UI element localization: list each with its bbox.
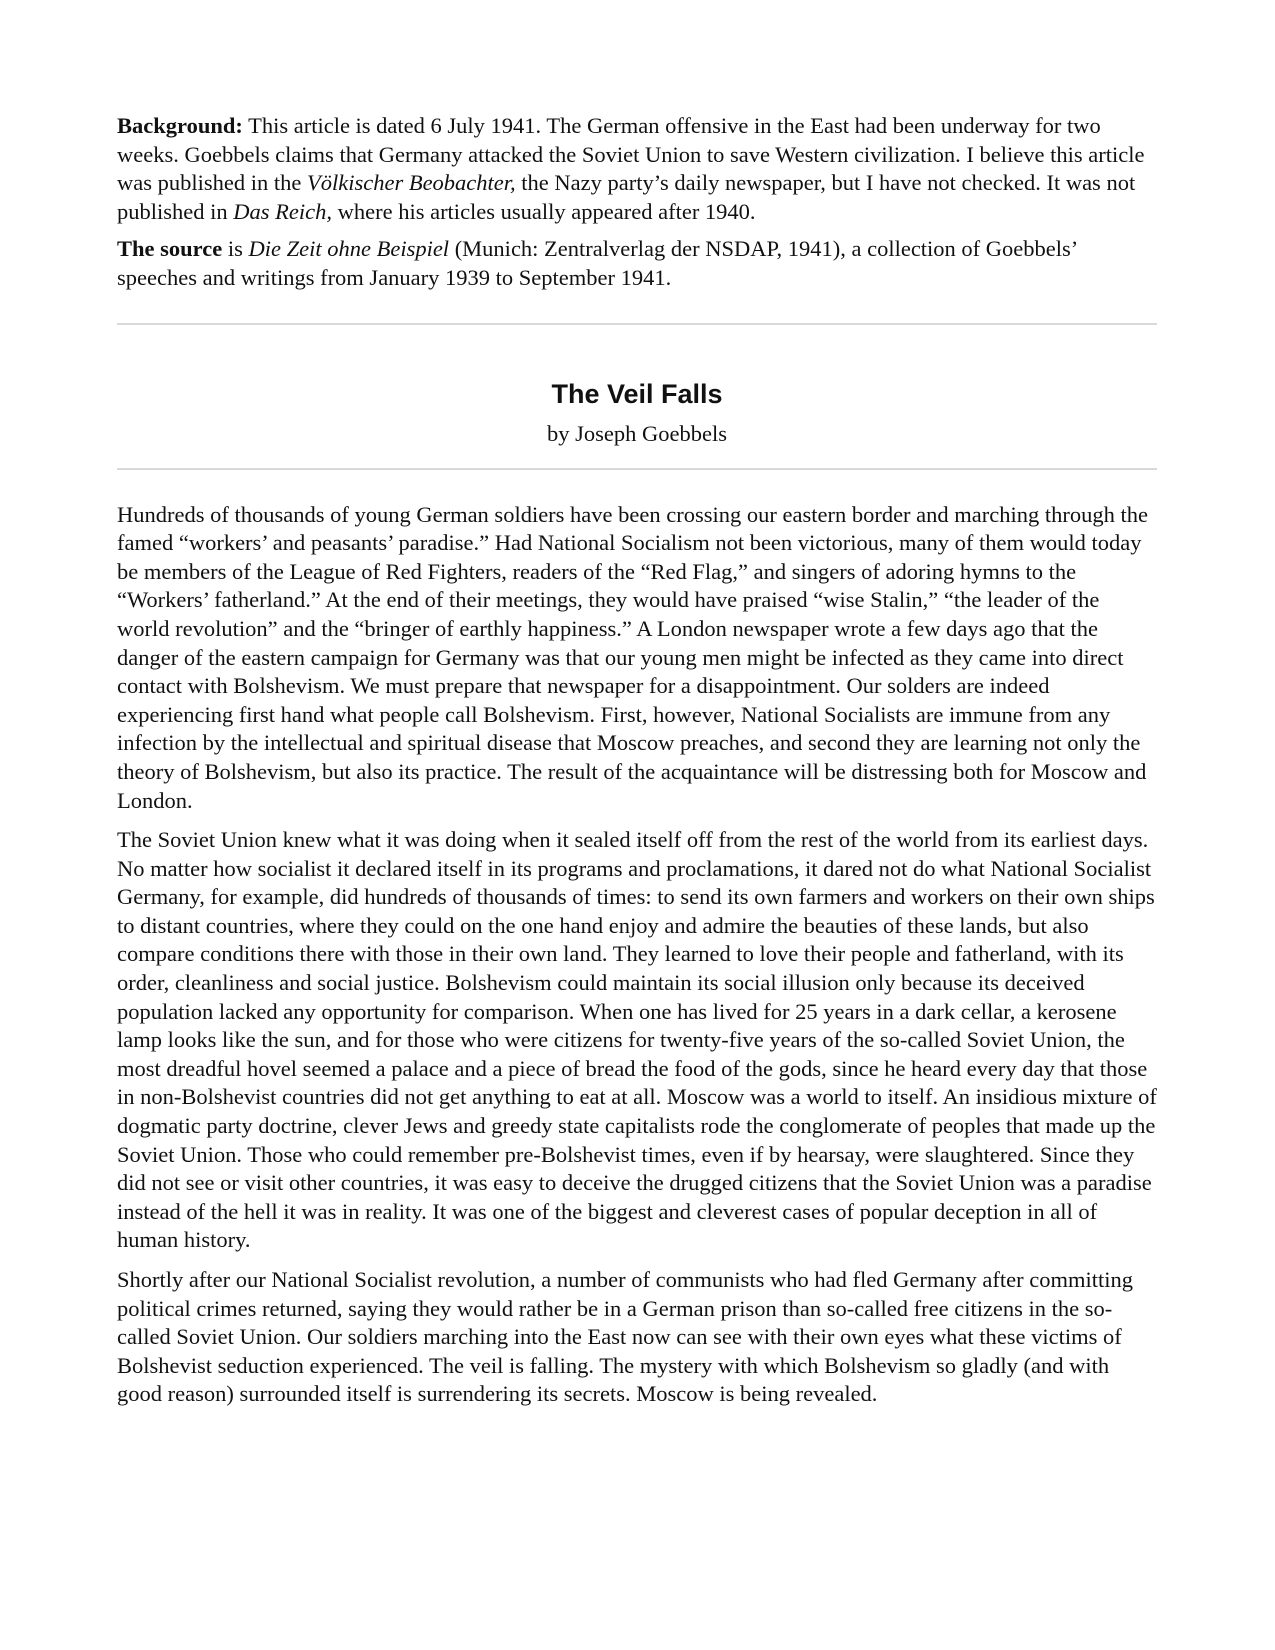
newspaper-name-1: Völkischer Beobachter, <box>306 170 516 196</box>
source-text-1: is <box>222 236 249 262</box>
source-paragraph <box>117 235 1157 292</box>
title-divider <box>117 468 1157 470</box>
source-book-title: Die Zeit ohne Beispiel <box>248 236 450 262</box>
article-paragraph: Shortly after our National Socialist revolution, a number of communists who had fled Germany after committing political crimes returned, saying they would rather be in a German prison than so-called free citizens in the so-called Soviet Union. Our soldiers marching into the East now can see with their own eyes what these victims of Bolshevist seduction experienced. The veil is falling. The mystery with which Bolshevism so gladly (and with good reason) surrounded itself is surrendering its secrets. Moscow is being revealed. <box>117 1267 1134 1407</box>
newspaper-name-2: Das Reich, <box>233 198 332 224</box>
document-page <box>117 112 1157 1420</box>
top-divider <box>117 323 1157 325</box>
article-paragraph: The Soviet Union knew what it was doing when it sealed itself off from the rest of the world from its earliest days. No matter how socialist it declared itself in its programs and proclamations, it dared not do what National Socialist Germany, for example, did hundreds of thousands of times: to send its own farmers and workers on their own ships to distant countries, where they could on the one hand enjoy and admire the beauties of these lands, but also compare conditions there with those in their own land. They learned to love their people and fatherland, with its order, cleanliness and social justice. Bolshevism could maintain its social illusion only because its deceived population lacked any opportunity for comparison. When one has lived for 25 years in a dark cellar, a kerosene lamp looks like the sun, and for those who were citizens for twenty-five years of the so-called Soviet Union, the most dreadful hovel seemed a palace and a piece of bread the food of the gods, since he heard every day that those in non-Bolshevist countries did not get anything to eat at all. Moscow was a world to itself. An insidious mixture of dogmatic party doctrine, clever Jews and greedy state capitalists rode the conglomerate of peoples that made up the Soviet Union. Those who could remember pre-Bolshevist times, even if by hearsay, were slaughtered. Since they did not see or visit other countries, it was easy to deceive the drugged citizens that the Soviet Union was a paradise instead of the hell it was in reality. It was one of the biggest and cleverest cases of popular deception in all of human history. <box>117 827 1157 1253</box>
background-label: Background: <box>117 113 243 138</box>
source-label: The source <box>117 236 223 262</box>
article-paragraph: Hundreds of thousands of young German soldiers have been crossing our eastern border and marching through the famed “workers’ and peasants’ paradise.” Had National Socialism not been victorious, many of them would today be members of the League of Red Fighters, readers of the “Red Flag,” and singers of adoring hymns to the “Workers’ fatherland.” At the end of their meetings, they would have praised “wise Stalin,” “the leader of the world revolution” and the “bringer of earthly happiness.” A London newspaper wrote a few days ago that the danger of the eastern campaign for Germany was that our young men might be infected as they came into direct contact with Bolshevism. We must prepare that newspaper for a disappointment. Our solders are indeed experiencing first hand what people call Bolshevism. First, however, National Socialists are immune from any infection by the intellectual and spiritual disease that Moscow preaches, and second they are learning not only the theory of Bolshevism, but also its practice. The result of the acquaintance will be distressing both for Moscow and London. <box>117 501 1148 813</box>
background-text-2: the Nazy party’s daily newspaper, but I have not checked. It was not published in <box>117 170 1136 224</box>
background-text-3: where his articles usually appeared after 1940. <box>331 198 756 224</box>
article-body <box>117 501 1157 1409</box>
article-byline: by Joseph Goebbels <box>547 420 727 446</box>
background-paragraph <box>117 112 1157 226</box>
source-text-2: (Munich: Zentralverlag der NSDAP, 1941), a collection of Goebbels’ speeches and writings from January 1939 to September 1941. <box>117 236 1077 290</box>
article-title: The Veil Falls <box>551 378 723 409</box>
background-text-1: This article is dated 6 July 1941. The German offensive in the East had been underway for two weeks. Goebbels claims that Germany attacked the Soviet Union to save Western civilization. I believe this article was published in the <box>117 113 1145 196</box>
